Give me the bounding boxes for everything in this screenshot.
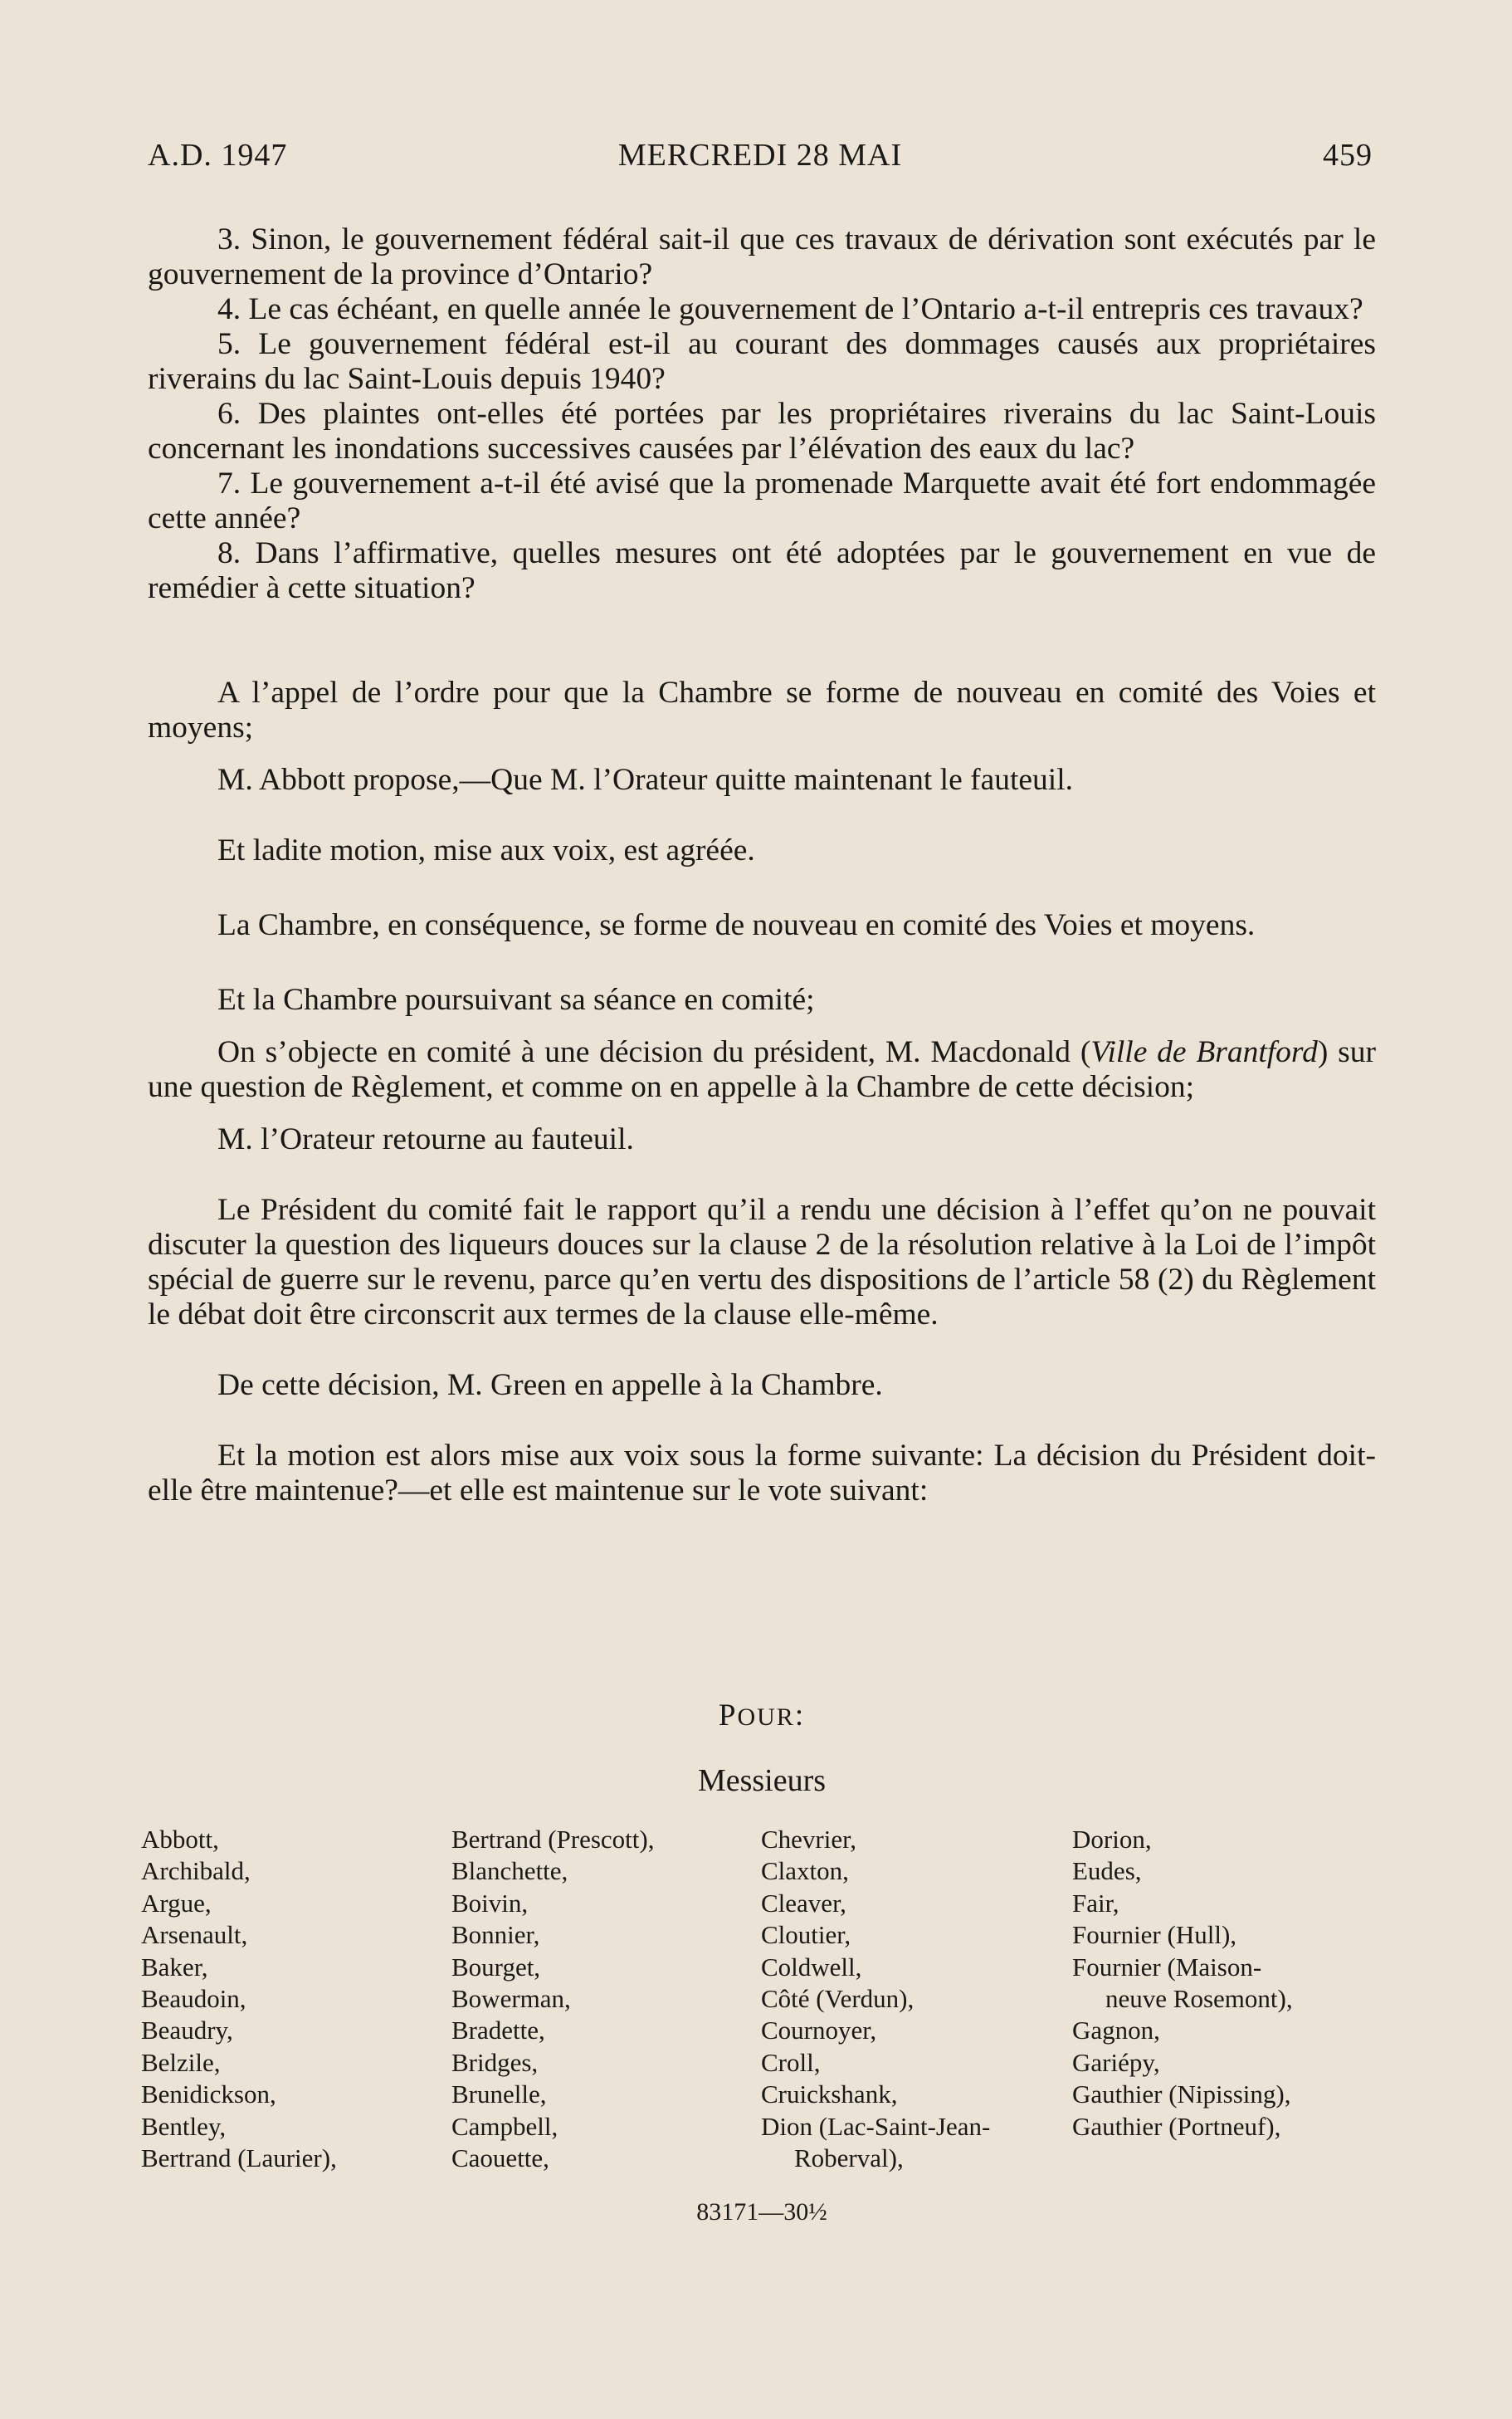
- member-name: Fournier (Maison-: [1072, 1952, 1262, 1982]
- member-name: Bowerman,: [451, 1983, 571, 2013]
- paragraph-sitting: Et la Chambre poursuivant sa séance en comité;: [217, 983, 815, 1017]
- member-name: Campbell,: [451, 2111, 558, 2141]
- member-name: Beaudoin,: [141, 1983, 246, 2013]
- member-name: Bridges,: [451, 2047, 539, 2077]
- member-name: Chevrier,: [761, 1825, 856, 1854]
- member-name: Bertrand (Prescott),: [451, 1825, 655, 1854]
- page-body: [148, 222, 1376, 1508]
- member-name: Boivin,: [451, 1888, 529, 1918]
- member-name: Gariépy,: [1072, 2047, 1160, 2077]
- member-name: Eudes,: [1072, 1856, 1142, 1886]
- member-name: Coldwell,: [761, 1952, 862, 1982]
- name-column-3: [761, 1824, 990, 2174]
- member-name: Arsenault,: [141, 1920, 248, 1950]
- name-column-1: [141, 1824, 337, 2174]
- paragraph-speaker-returns: M. l’Orateur retourne au fauteuil.: [217, 1122, 634, 1156]
- member-name: Bentley,: [141, 2111, 227, 2141]
- name-column-4: [1072, 1824, 1293, 2143]
- page-number: 459: [1323, 138, 1373, 173]
- vote-heading-pour: POUR:: [718, 1698, 806, 1732]
- question-8: 8. Dans l’affirmative, quelles mesures ont été adoptées par le gouvernement en vue de remédier à cette situation?: [148, 536, 1376, 605]
- paragraph-motion-agreed: Et ladite motion, mise aux voix, est agréée.: [217, 833, 755, 867]
- name-column-2: [451, 1824, 654, 2174]
- member-name: Cleaver,: [761, 1888, 846, 1918]
- member-name: Dorion,: [1072, 1825, 1152, 1854]
- member-name: Gauthier (Portneuf),: [1072, 2111, 1281, 2141]
- member-name: Fournier (Hull),: [1072, 1920, 1237, 1950]
- paragraph-committee: La Chambre, en conséquence, se forme de nouveau en comité des Voies et moyens.: [217, 908, 1256, 942]
- member-name: Beaudry,: [141, 2016, 233, 2045]
- member-name: Côté (Verdun),: [761, 1983, 915, 2013]
- question-6: 6. Des plaintes ont-elles été portées par les propriétaires riverains du lac Saint-Louis concernant les inondations successives causées par l’élévation des eaux du lac?: [148, 397, 1376, 466]
- member-name: Bonnier,: [451, 1920, 540, 1950]
- member-name: Bradette,: [451, 2016, 545, 2045]
- member-name: Cruickshank,: [761, 2079, 898, 2109]
- objection-text-a: On s’objecte en comité à une décision du président, M. Macdonald (: [217, 1035, 1091, 1069]
- paragraph-appeal: De cette décision, M. Green en appelle à la Chambre.: [217, 1368, 883, 1402]
- member-name: Blanchette,: [451, 1856, 568, 1886]
- member-name: Argue,: [141, 1888, 212, 1918]
- question-3: 3. Sinon, le gouvernement fédéral sait-il que ces travaux de dérivation sont exécutés par le gouvernement de la province d’Ontario?: [148, 222, 1376, 291]
- member-name-continued: Roberval),: [794, 2143, 904, 2172]
- member-name: Archibald,: [141, 1856, 251, 1886]
- objection-text-b: ) sur une question de Règlement, et comme on en appelle à la Chambre de cette décision;: [148, 1035, 1376, 1104]
- member-name: Caouette,: [451, 2143, 549, 2172]
- member-name: Croll,: [761, 2047, 821, 2077]
- member-name: Brunelle,: [451, 2079, 547, 2109]
- member-name: Gagnon,: [1072, 2016, 1160, 2045]
- vote-subheading: Messieurs: [697, 1763, 827, 1798]
- paragraph-order-call: A l’appel de l’ordre pour que la Chambre se forme de nouveau en comité des Voies et moyens;: [148, 676, 1376, 745]
- member-name: Claxton,: [761, 1856, 849, 1886]
- header-year: A.D. 1947: [148, 138, 288, 173]
- question-4: 4. Le cas échéant, en quelle année le gouvernement de l’Ontario a-t-il entrepris ces travaux?: [217, 292, 1363, 326]
- member-name: Belzile,: [141, 2047, 221, 2077]
- paragraph-report: Le Président du comité fait le rapport qu’il a rendu une décision à l’effet qu’on ne pouvait discuter la question des liqueurs douces sur la clause 2 de la résolution relative à la Loi de l’impôt spécial de guerre sur le revenu, parce qu’en vertu des dispositions de l’article 58 (2) du Règlement le débat doit être circonscrit aux termes de la clause elle-même.: [148, 1193, 1376, 1332]
- member-name: Dion (Lac-Saint-Jean-: [761, 2111, 991, 2141]
- member-name: Baker,: [141, 1952, 208, 1982]
- member-name: Benidickson,: [141, 2079, 276, 2109]
- question-7: 7. Le gouvernement a-t-il été avisé que la promenade Marquette avait été fort endommagée cette année?: [148, 467, 1376, 535]
- member-name: Bourget,: [451, 1952, 541, 1982]
- paragraph-vote: Et la motion est alors mise aux voix sous la forme suivante: La décision du Président doit-elle être maintenue?—et elle est maintenue sur le vote suivant:: [148, 1439, 1376, 1508]
- riding-name: Ville de Brantford: [1090, 1035, 1318, 1069]
- header-date: MERCREDI 28 MAI: [617, 138, 903, 173]
- question-5: 5. Le gouvernement fédéral est-il au courant des dommages causés aux propriétaires riverains du lac Saint-Louis depuis 1940?: [148, 327, 1376, 396]
- paragraph-motion: M. Abbott propose,—Que M. l’Orateur quitte maintenant le fauteuil.: [217, 763, 1074, 797]
- member-name: Abbott,: [141, 1825, 219, 1854]
- member-name: Cloutier,: [761, 1920, 851, 1950]
- page-header: [148, 137, 1373, 178]
- member-name: Fair,: [1072, 1888, 1119, 1918]
- printer-signature: 83171—30½: [696, 2198, 827, 2226]
- member-name: Cournoyer,: [761, 2016, 877, 2045]
- paragraph-objection: [148, 1035, 1376, 1105]
- member-name: Bertrand (Laurier),: [141, 2143, 337, 2172]
- member-name-continued: neuve Rosemont),: [1105, 1983, 1293, 2013]
- member-name: Gauthier (Nipissing),: [1072, 2079, 1291, 2109]
